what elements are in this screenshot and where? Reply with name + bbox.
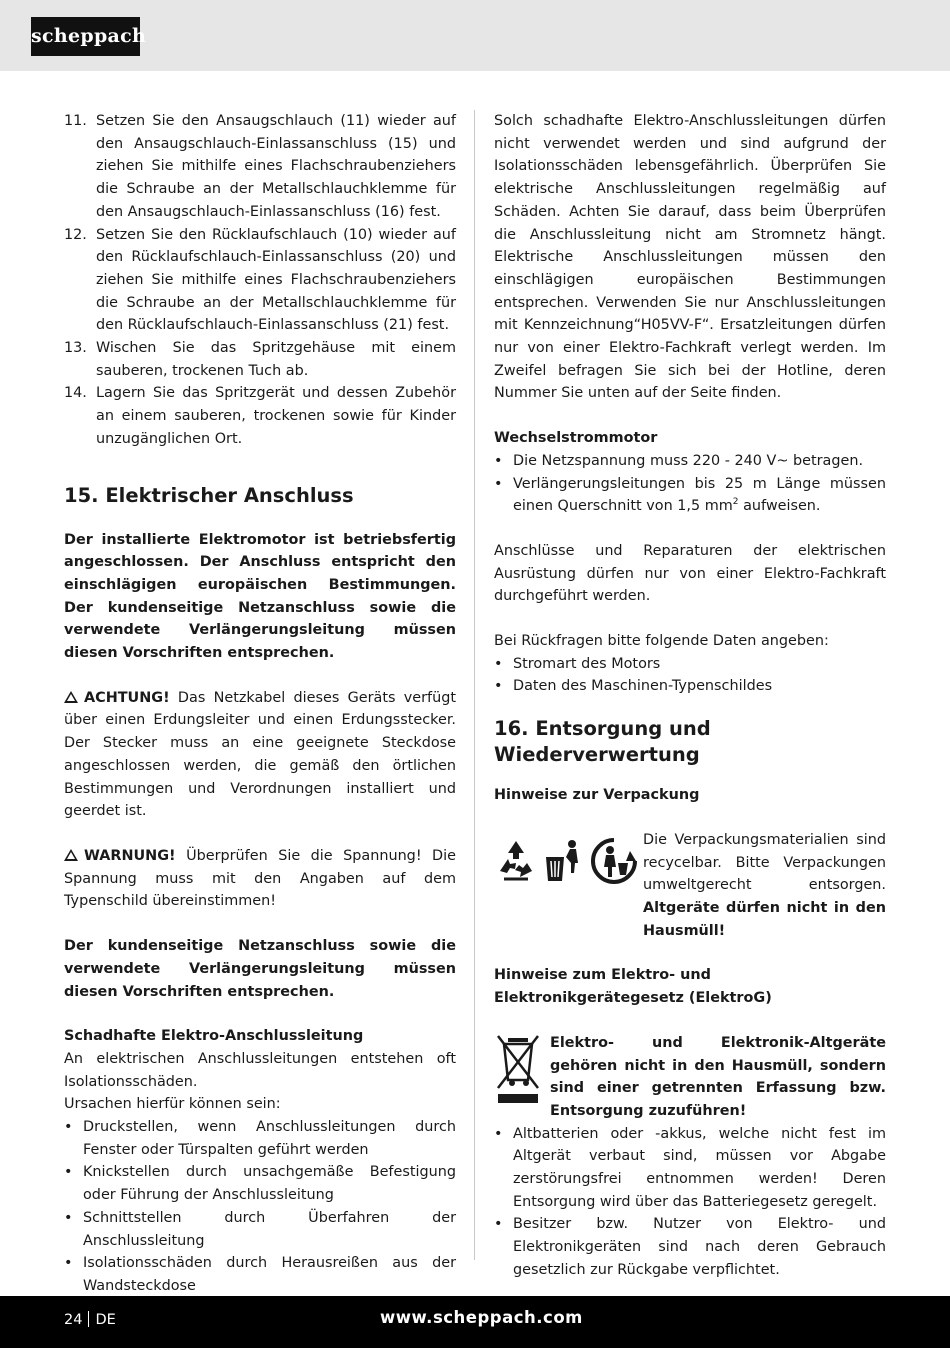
recycle-icon (494, 837, 538, 885)
crossed-bin-icon (494, 1032, 542, 1104)
page-number: 24 DE (64, 1312, 116, 1328)
list-item: • Besitzer bzw. Nutzer von Elektro- und Elektronikgeräten sind nach deren Gebrauch gesetzlich zur Rückgabe verpflichtet. (494, 1216, 886, 1278)
packaging-block (494, 829, 886, 943)
repairs-text: Anschlüsse und Reparaturen der elektrischen Ausrüstung dürfen nur von einer Elektro-Fachkraft durchgeführt werden. (494, 542, 886, 605)
damaged-heading: Schadhafte Elektro-Anschlussleitung (64, 1028, 364, 1045)
recycle-person-icon (590, 837, 638, 885)
elektrog-heading: Hinweise zum Elektro- und Elektronikgerätegesetz (ElektroG) (494, 967, 772, 1007)
list-item: • Knickstellen durch unsachgemäße Befestigung oder Führung der Anschlussleitung (64, 1164, 456, 1204)
list-item: • Verlängerungsleitungen bis 25 m Länge müssen einen Querschnitt von 1,5 $mm^2$ aufweisen. (494, 475, 886, 515)
list-item: • Stromart des Motors (494, 655, 661, 672)
warning-triangle-icon (64, 849, 78, 861)
ac-motor-heading: Wechselstrommotor (494, 430, 658, 447)
weee-symbol (494, 1032, 550, 1112)
intro-bold: Der installierte Elektromotor ist betriebsfertig angeschlossen. Der Anschluss entspricht den einschlägigen europäischen Bestimmungen. Der kundenseitige Netzanschluss sowie die verwendete Verlängerungsleitung müssen diesen Vorschriften entsprechen. (64, 531, 456, 662)
warning-triangle-icon (64, 691, 78, 703)
section-16-title: 16. Entsorgung und Wiederverwertung (494, 717, 711, 767)
footer-bar (0, 1296, 950, 1348)
weee-block (494, 1032, 886, 1123)
brand-logo: scheppach (31, 17, 140, 56)
list-item: • Isolationsschäden durch Herausreißen aus der Wandsteckdose (64, 1255, 456, 1294)
damaged-text: An elektrischen Anschlussleitungen entstehen oft Isolationsschäden. (64, 1050, 456, 1090)
achtung-notice: ACHTUNG! Das Netzkabel dieses Geräts verfügt über einen Erdungsleiter und einen Erdungsstecker. Der Stecker muss an eine geeignete Steckdose angeschlossen werden, die gemäß den örtlichen Bestimmungen und Verordnungen installiert und geerdet ist. (64, 689, 456, 820)
column-divider (474, 110, 475, 1260)
warnung-notice: WARNUNG! Überprüfen Sie die Spannung! Die Spannung muss mit den Angaben auf dem Typenschild übereinstimmen! (64, 847, 456, 910)
queries-intro: Bei Rückfragen bitte folgende Daten angeben: (494, 633, 829, 650)
damaged-paragraph: Solch schadhafte Elektro-Anschlussleitungen dürfen nicht verwendet werden und sind aufgrund der Isolationsschäden lebensgefährlich. Überprüfen Sie elektrische Anschlussleitungen regelmäßig auf Schäden. Achten Sie darauf, dass beim Überprüfen die Anschlussleitung nicht am Stromnetz hängt. Elektrische Anschlussleitungen müssen den einschlägigen europäischen Bestimmungen entsprechen. Verwenden Sie nur Anschlussleitungen mit Kennzeichnung“H05VV-F“. Ersatzleitungen dürfen nur von einer Elektro-Fachkraft verlegt werden. Im Zweifel befragen Sie sich bei der Hotline, deren Nummer Sie unten auf der Seite finden. (494, 113, 886, 402)
weee-text: Elektro- und Elektronik-Altgeräte gehören nicht in den Hausmüll, sondern sind einer getrennten Erfassung bzw. Entsorgung zuzuführen! (550, 1034, 886, 1119)
step-item: 12. Setzen Sie den Rücklaufschlauch (10) wieder auf den Rücklaufschlauch-Einlassanschluss (20) und ziehen Sie mithilfe eines Flachschraubenziehers die Schraube an der Metallschlauchklemme für den Rücklaufschlauch-Einlassanschluss (21) fest. (64, 226, 456, 334)
right-column (494, 110, 886, 1282)
page-separator (88, 1311, 89, 1327)
list-item: • Die Netzspannung muss 220 - 240 V~ betragen. (494, 452, 864, 469)
list-item: • Schnittstellen durch Überfahren der Anschlussleitung (64, 1209, 456, 1249)
section-15-title: 15. Elektrischer Anschluss (64, 483, 354, 507)
list-item: • Altbatterien oder -akkus, welche nicht fest im Altgerät verbaut sind, müssen vor Abgabe zerstörungsfrei entnommen werden! Deren Entsorgung wird über das Batteriegesetz geregelt. (494, 1125, 886, 1210)
header-bar (0, 0, 950, 71)
step-item: 14. Lagern Sie das Spritzgerät und dessen Zubehör an einem sauberen, trockenen sowie für Kinder unzugänglichen Ort. (64, 385, 456, 447)
list-item: • Daten des Maschinen-Typenschildes (494, 678, 773, 695)
list-item: • Druckstellen, wenn Anschlussleitungen durch Fenster oder Türspalten geführt werden (64, 1119, 456, 1158)
left-column (64, 110, 456, 1320)
packaging-icons (494, 829, 643, 885)
step-item: 13. Wischen Sie das Spritzgehäuse mit einem sauberen, trockenen Tuch ab. (64, 340, 456, 379)
connection-bold: Der kundenseitige Netzanschluss sowie die verwendete Verlängerungsleitung müssen diesen Vorschriften entsprechen. (64, 938, 456, 1000)
website-link[interactable]: www.scheppach.com (380, 1308, 583, 1327)
packaging-text: Die Verpackungsmaterialien sind recycelbar. Bitte Verpackungen umweltgerecht entsorgen. Altgeräte dürfen nicht in den Hausmüll! (643, 831, 886, 939)
trash-bin-person-icon (542, 837, 586, 885)
step-item: 11. Setzen Sie den Ansaugschlauch (11) wieder auf den Ansaugschlauch-Einlassanschluss (15) und ziehen Sie mithilfe eines Flachschraubenziehers die Schraube an der Metallschlauchklemme für den Ansaugschlauch-Einlassanschluss (16) fest. (64, 113, 456, 220)
packaging-heading: Hinweise zur Verpackung (494, 787, 700, 804)
causes-intro: Ursachen hierfür können sein: (64, 1096, 281, 1113)
